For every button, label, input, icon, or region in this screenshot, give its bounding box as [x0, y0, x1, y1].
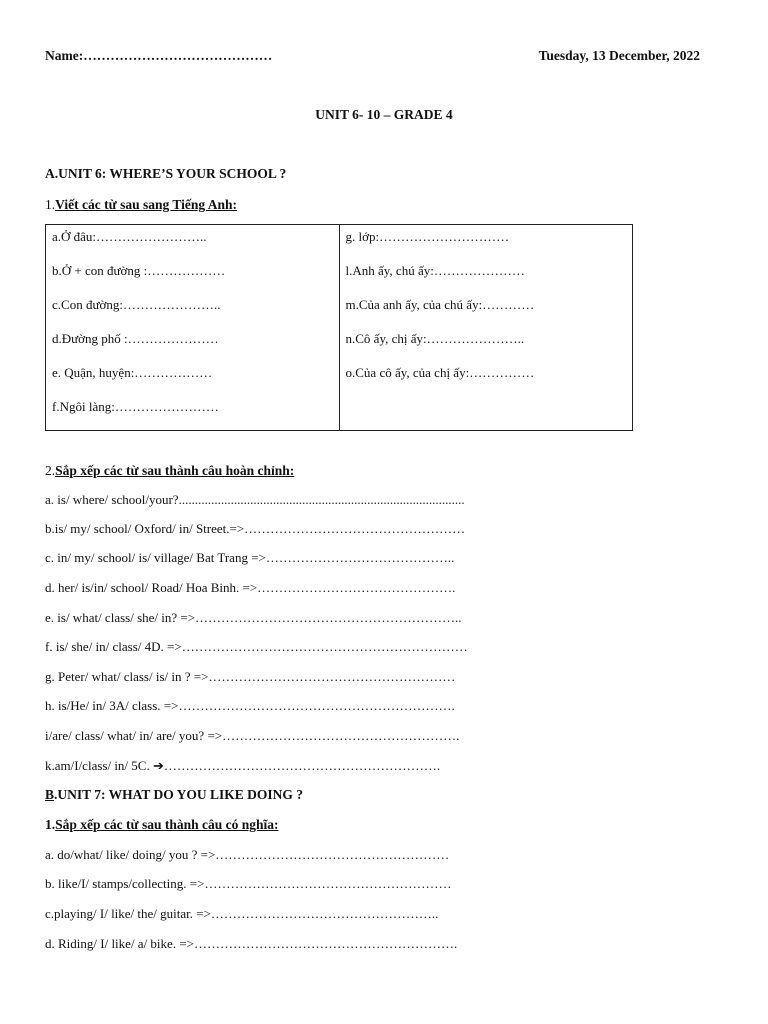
name-label: Name:…………………………………… — [45, 48, 273, 63]
vocab-item: l.Anh ấy, chú ấy:………………… — [345, 263, 525, 278]
vocab-left-column — [46, 225, 340, 431]
vocab-item: e. Quận, huyện:……………… — [52, 365, 213, 380]
vocabulary-table — [45, 224, 633, 431]
section-a-heading: A.UNIT 6: WHERE’S YOUR SCHOOL ? — [45, 166, 287, 181]
instruction-text: Sắp xếp các từ sau thành câu có nghĩa: — [55, 817, 279, 832]
section-a-part2-instruction — [45, 463, 294, 479]
section-a-part1-instruction — [45, 197, 237, 213]
exercise-line: f. is/ she/ in/ class/ 4D. =>………………………………………………………… — [45, 639, 468, 654]
exercise-line: g. Peter/ what/ class/ is/ in ? =>………………………………………………… — [45, 669, 456, 684]
exercise-line: d. Riding/ I/ like/ a/ bike. =>……………………………………………………. — [45, 936, 458, 951]
exercise-line: b. like/I/ stamps/collecting. =>………………………………………………… — [45, 876, 452, 891]
exercise-line: h. is/He/ in/ 3A/ class. =>………………………………………………………. — [45, 698, 455, 713]
part-number: 1. — [45, 197, 56, 212]
exercise-line: a. is/ where/ school/your?........................................................................................ — [45, 492, 465, 507]
page-title: UNIT 6- 10 – GRADE 4 — [315, 107, 453, 122]
vocab-item: g. lớp:………………………… — [345, 229, 510, 244]
vocab-item: d.Đường phố :………………… — [52, 331, 219, 346]
part-number: 1. — [45, 817, 56, 832]
exercise-line: i/are/ class/ what/ in/ are/ you? =>………………………………………………. — [45, 728, 460, 743]
instruction-text: Viết các từ sau sang Tiếng Anh: — [55, 197, 237, 212]
exercise-line: e. is/ what/ class/ she/ in? =>…………………………………………………….. — [45, 610, 462, 625]
exercise-line: d. her/ is/in/ school/ Road/ Hoa Binh. =>………………………………………. — [45, 580, 456, 595]
exercise-line: c. in/ my/ school/ is/ village/ Bat Trang =>…………………………………….. — [45, 550, 455, 565]
vocab-right-column — [339, 225, 633, 431]
date-label: Tuesday, 13 December, 2022 — [538, 48, 700, 63]
vocab-item: n.Cô ấy, chị ấy:………………….. — [345, 331, 525, 346]
heading-letter: B — [45, 787, 55, 802]
part-number: 2. — [45, 463, 56, 478]
vocab-item: o.Của cô ấy, của chị ấy:…………… — [345, 365, 535, 380]
heading-text: .UNIT 7: WHAT DO YOU LIKE DOING ? — [54, 787, 304, 802]
exercise-line: a. do/what/ like/ doing/ you ? =>……………………………………………… — [45, 847, 450, 862]
exercise-line: c.playing/ I/ like/ the/ guitar. =>…………………………………………….. — [45, 906, 439, 921]
vocab-item: c.Con đường:………………….. — [52, 297, 221, 312]
exercise-line: b.is/ my/ school/ Oxford/ in/ Street.=>…………………………………………… — [45, 521, 466, 536]
section-b-heading — [45, 787, 303, 803]
vocab-item: f.Ngôi làng:…………………… — [52, 399, 219, 414]
vocab-item: a.Ở đâu:…………………….. — [52, 229, 207, 244]
vocab-item: m.Của anh ấy, của chú ấy:………… — [345, 297, 535, 312]
vocab-item: b.Ở + con đường :……………… — [52, 263, 226, 278]
section-b-part1-instruction — [45, 817, 279, 833]
instruction-text: Sắp xếp các từ sau thành câu hoàn chỉnh: — [55, 463, 295, 478]
exercise-line: k.am/I/class/ in/ 5C. ➔………………………………………………………. — [45, 758, 441, 773]
